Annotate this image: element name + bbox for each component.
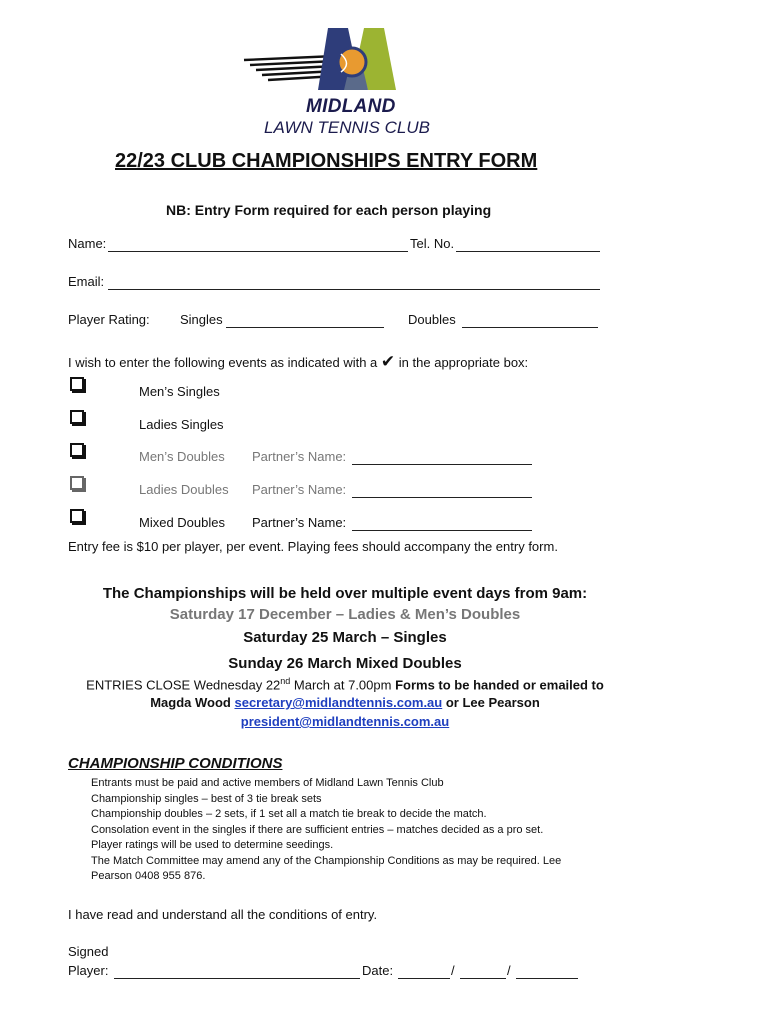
conditions-heading: CHAMPIONSHIP CONDITIONS bbox=[68, 755, 283, 772]
rating-label: Player Rating: bbox=[68, 312, 150, 327]
partner-field-mixed-doubles[interactable] bbox=[352, 530, 532, 531]
events-intro-text-b: in the appropriate box: bbox=[398, 355, 529, 370]
tennis-logo-icon bbox=[240, 26, 450, 98]
event-checkbox-mens-doubles[interactable] bbox=[70, 443, 84, 457]
event-checkbox-ladies-singles[interactable] bbox=[70, 410, 84, 424]
name-label: Name: bbox=[68, 236, 107, 251]
singles-rating-field[interactable] bbox=[226, 327, 384, 328]
schedule-day-1: Saturday 17 December – Ladies & Men’s Doubles bbox=[169, 606, 521, 623]
condition-item: The Match Committee may amend any of the Championship Conditions as may be required. Lee bbox=[91, 854, 562, 867]
schedule-day-2: Saturday 25 March – Singles bbox=[243, 629, 447, 646]
contact-magda: Magda Wood bbox=[150, 695, 235, 710]
condition-item: Championship doubles – 2 sets, if 1 set all a match tie break to decide the match. bbox=[91, 808, 487, 820]
entry-note: NB: Entry Form required for each person playing bbox=[166, 202, 492, 218]
event-label-mens-singles: Men’s Singles bbox=[139, 384, 220, 399]
entries-close-time: March at 7.00pm bbox=[290, 677, 396, 693]
date-month-field[interactable] bbox=[460, 978, 506, 979]
condition-item: Player ratings will be used to determine seedings. bbox=[91, 839, 334, 851]
event-label-ladies-doubles: Ladies Doubles bbox=[139, 482, 229, 497]
event-checkbox-ladies-doubles[interactable] bbox=[70, 476, 84, 490]
events-intro-text-a: I wish to enter the following events as indicated with a bbox=[68, 355, 378, 370]
event-label-mixed-doubles: Mixed Doubles bbox=[139, 515, 225, 530]
player-signature-field[interactable] bbox=[114, 978, 360, 979]
partner-label-ladies-doubles: Partner’s Name: bbox=[252, 482, 347, 497]
partner-label-mixed-doubles: Partner’s Name: bbox=[252, 515, 347, 530]
signed-label: Signed bbox=[68, 944, 109, 959]
president-email-link[interactable]: president@midlandtennis.com.au bbox=[240, 714, 450, 729]
email-field[interactable] bbox=[108, 289, 600, 290]
date-separator-1: / bbox=[451, 963, 455, 978]
date-label: Date: bbox=[362, 963, 394, 978]
president-email-row bbox=[0, 714, 690, 729]
secretary-email-link[interactable]: secretary@midlandtennis.com.au bbox=[234, 695, 443, 710]
declaration-text: I have read and understand all the conditions of entry. bbox=[68, 907, 378, 922]
events-intro bbox=[68, 352, 528, 372]
logo-name-line1: MIDLAND bbox=[306, 96, 396, 117]
event-label-ladies-singles: Ladies Singles bbox=[139, 417, 224, 432]
condition-item: Championship singles – best of 3 tie break sets bbox=[91, 792, 322, 805]
partner-field-ladies-doubles[interactable] bbox=[352, 497, 532, 498]
conditions-list bbox=[91, 777, 561, 886]
schedule-day-3: Sunday 26 March Mixed Doubles bbox=[228, 655, 462, 672]
date-separator-2: / bbox=[507, 963, 511, 978]
date-day-field[interactable] bbox=[398, 978, 450, 979]
club-logo bbox=[240, 26, 450, 138]
singles-rating-label: Singles bbox=[180, 312, 223, 327]
date-year-field[interactable] bbox=[516, 978, 578, 979]
event-checkbox-mens-singles[interactable] bbox=[70, 377, 84, 391]
schedule-heading: The Championships will be held over multiple event days from 9am: bbox=[102, 585, 588, 602]
entries-close bbox=[0, 676, 690, 692]
condition-item: Entrants must be paid and active members of Midland Lawn Tennis Club bbox=[91, 777, 444, 789]
partner-label-mens-doubles: Partner’s Name: bbox=[252, 449, 347, 464]
doubles-rating-label: Doubles bbox=[408, 312, 456, 327]
entries-close-instructions: Forms to be handed or emailed to bbox=[395, 677, 604, 693]
event-label-mens-doubles: Men’s Doubles bbox=[139, 449, 225, 464]
doubles-rating-field[interactable] bbox=[462, 327, 598, 328]
player-label: Player: bbox=[68, 963, 109, 978]
tel-field[interactable] bbox=[456, 251, 600, 252]
entry-fee-text: Entry fee is $10 per player, per event. Playing fees should accompany the entry form. bbox=[68, 539, 558, 554]
partner-field-mens-doubles[interactable] bbox=[352, 464, 532, 465]
entries-contacts bbox=[0, 695, 690, 710]
entries-close-text: ENTRIES CLOSE Wednesday 22 bbox=[86, 677, 281, 693]
contact-lee: or Lee Pearson bbox=[442, 695, 540, 710]
email-label: Email: bbox=[68, 274, 105, 289]
event-checkbox-mixed-doubles[interactable] bbox=[70, 509, 84, 523]
checkmark-icon: ✔ bbox=[380, 352, 396, 371]
tel-label: Tel. No. bbox=[410, 236, 455, 251]
form-title: 22/23 CLUB CHAMPIONSHIPS ENTRY FORM bbox=[115, 150, 538, 172]
entries-close-sup: nd bbox=[280, 676, 291, 686]
condition-item: Consolation event in the singles if there are sufficient entries – matches decided as a pro set. bbox=[91, 823, 544, 836]
condition-item: Pearson 0408 955 876. bbox=[91, 870, 206, 882]
name-field[interactable] bbox=[108, 251, 408, 252]
logo-name-line2: LAWN TENNIS CLUB bbox=[264, 118, 430, 137]
